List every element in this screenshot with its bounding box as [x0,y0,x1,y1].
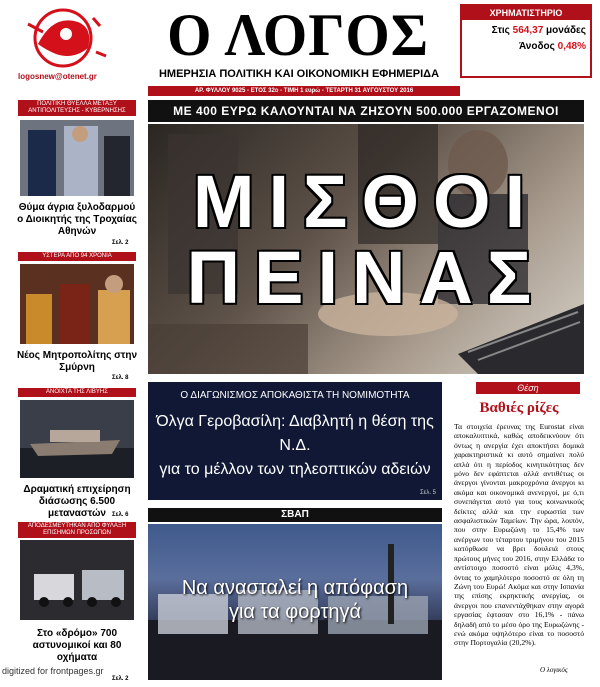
opinion-author: Ο λογικός [540,666,568,674]
hero-headline [148,160,584,319]
sidebar-caption-2[interactable]: Νέος Μητροπολίτης στην Σμύρνη [16,350,138,373]
opinion-body: Τα στοιχεία έρευνας της Eurostat είναι αποκαλυπτικά, καθώς αποδεικνύουν ότι όντως η ανεργία έχει αποκτήσει δομικά χαρακτηριστικά κι αυτό σημαίνει πολύ απλά ότι η περίοδος κινητικότητας δεν μόνο δεν εφάπτεται αλλά αντιθέτως οι άνεργοι γίνονται μακροχρόνια άνεργοι κι ακόμα και οικονομικά ανενεργοί, με ό,τι συνεπάγεται αυτό για τους κοινωνικούς δείκτες αλλά και την ευρωστία των ασφαλιστικών Ταμείων. Την ώρα, λοιπόν, που στην Ευρωζώνη το 15,4% των ανέργων του τέταρτου τριμήνου του 2015 κατόρθωσε να βρει δουλειά στους πρώτους μήνες του 2016, στην Ελλάδα το αντίστοιχο ποσοστό είναι μόλις 4,3%, όντας το χαμηλότερο ποσοστό σε όλη τη Ζώνη του Ευρώ! Ακόμα και στην Ισπανία της επίσης εκρηκτικής ανεργίας, οι άνεργοι που επανεντάχθηκαν στην αγορά εργασίας έφτασαν στο 16,1% - πάνω δηλαδή από το μέσο όρο της Ευρωζώνης - ενώ ακόμα υψηλότερο είναι το ποσοστό στην Πορτογαλία (20,2%). [454,422,584,648]
opinion-tag: Θέση [476,382,580,394]
sidebar-caption-3[interactable]: Δραματική επιχείρηση διάσωσης 6.500 μεταναστών [23,484,131,519]
mid-article-kicker: Ο ΔΙΑΓΩΝΙΣΜΟΣ ΑΠΟΚΑΘΙΣΤΑ ΤΗ ΝΟΜΙΜΟΤΗΤΑ [180,390,410,401]
sidebar-page-1: Σελ. 2 [112,240,129,246]
newspaper-logo [8,4,128,74]
top-banner[interactable]: ΜΕ 400 ΕΥΡΩ ΚΑΛΟΥΝΤΑΙ ΝΑ ΖΗΣΟΥΝ 500.000 ΕΡΓΑΖΟΜΕΝΟΙ [148,100,584,122]
masthead-email[interactable]: logosnew@otenet.gr [18,72,97,81]
svap-headline-line1: Να ανασταλεί η απόφαση [181,577,409,599]
sidebar-page-3: Σελ. 6 [112,512,129,518]
stock-change-prefix: Άνοδος [518,41,555,52]
sidebar-caption-4[interactable]: Στο «δρόμο» 700 αστυνομικοί και 80 οχήματα [32,628,122,663]
sidebar-image-migrant-boat[interactable] [20,400,134,478]
sidebar-image-police[interactable] [20,120,134,196]
stock-index-line [462,25,590,36]
sidebar-page-4: Σελ. 2 [112,676,129,682]
newspaper-subtitle: ΗΜΕΡΗΣΙΑ ΠΟΛΙΤΙΚΗ ΚΑΙ ΟΙΚΟΝΟΜΙΚΗ ΕΦΗΜΕΡΙΔΑ [158,68,440,80]
hero-headline-line1: ΜΙΣΘΟΙ [192,160,540,243]
stock-change-line [462,41,590,52]
mid-article[interactable] [148,382,442,500]
svap-headline-line2: για τα φορτηγά [228,601,362,623]
svap-headline [148,576,442,624]
opinion-title[interactable]: Βαθιές ρίζες [479,400,559,416]
stock-index-suffix: μονάδες [546,25,586,36]
footer-credit: digitized for frontpages.gr [2,666,104,676]
stock-market-label: ΧΡΗΜΑΤΙΣΤΗΡΙΟ [462,6,590,20]
sidebar-image-metropolitan[interactable] [20,264,134,344]
stock-index-value: 564,37 [512,25,544,36]
sidebar-image-police-vehicles[interactable] [20,540,134,620]
hero-headline-line2: ΠΕΙΝΑΣ [186,236,546,319]
stock-market-box [460,4,592,78]
issue-meta-bar: ΑΡ. ΦΥΛΛΟΥ 9025 - ΕΤΟΣ 32ο - ΤΙΜΗ 1 ευρώ - ΤΕΤΑΡΤΗ 31 ΑΥΓΟΥΣΤΟΥ 2016 [148,86,460,96]
sidebar-tag-3: ΑΝΟΙΧΤΑ ΤΗΣ ΛΙΒΥΗΣ [18,388,136,397]
mid-article-page: Σελ. 5 [419,490,436,496]
mid-article-headline [152,410,438,482]
hero-photo[interactable] [148,124,584,374]
svap-label: ΣΒΑΠ [148,508,442,522]
mid-article-headline-line1: Όλγα Γεροβασίλη: Διαβλητή η θέση της Ν.Δ. [156,413,434,454]
stock-index-prefix: Στις [491,25,510,36]
sidebar-caption-1[interactable]: Θύμα άγρια ξυλοδαρμού ο Διοικητής της Τροχαίας Αθηνών [17,202,137,237]
svap-photo[interactable] [148,524,442,680]
sidebar-tag-1: ΠΟΛΙΤΙΚΗ ΘΥΕΛΛΑ ΜΕΤΑΞΥ ΑΝΤΙΠΟΛΙΤΕΥΣΗΣ - ΚΥΒΕΡΝΗΣΗΣ [18,100,136,116]
stock-change-value: 0,48% [557,41,586,52]
mid-article-headline-line2: για το μέλλον των τηλεοπτικών αδειών [159,461,431,478]
sidebar-tag-4: ΑΠΟΔΕΣΜΕΥΤΗΚΑΝ ΑΠΟ ΦΥΛΑΞΗ ΕΠΙΣΗΜΩΝ ΠΡΟΣΩΠΩΝ [18,522,136,538]
newspaper-title: Ο ΛΟΓΟΣ [167,2,429,68]
sidebar-page-2: Σελ. 8 [112,375,129,381]
sidebar-tag-2: ΥΣΤΕΡΑ ΑΠΟ 94 ΧΡΟΝΙΑ [18,252,136,261]
